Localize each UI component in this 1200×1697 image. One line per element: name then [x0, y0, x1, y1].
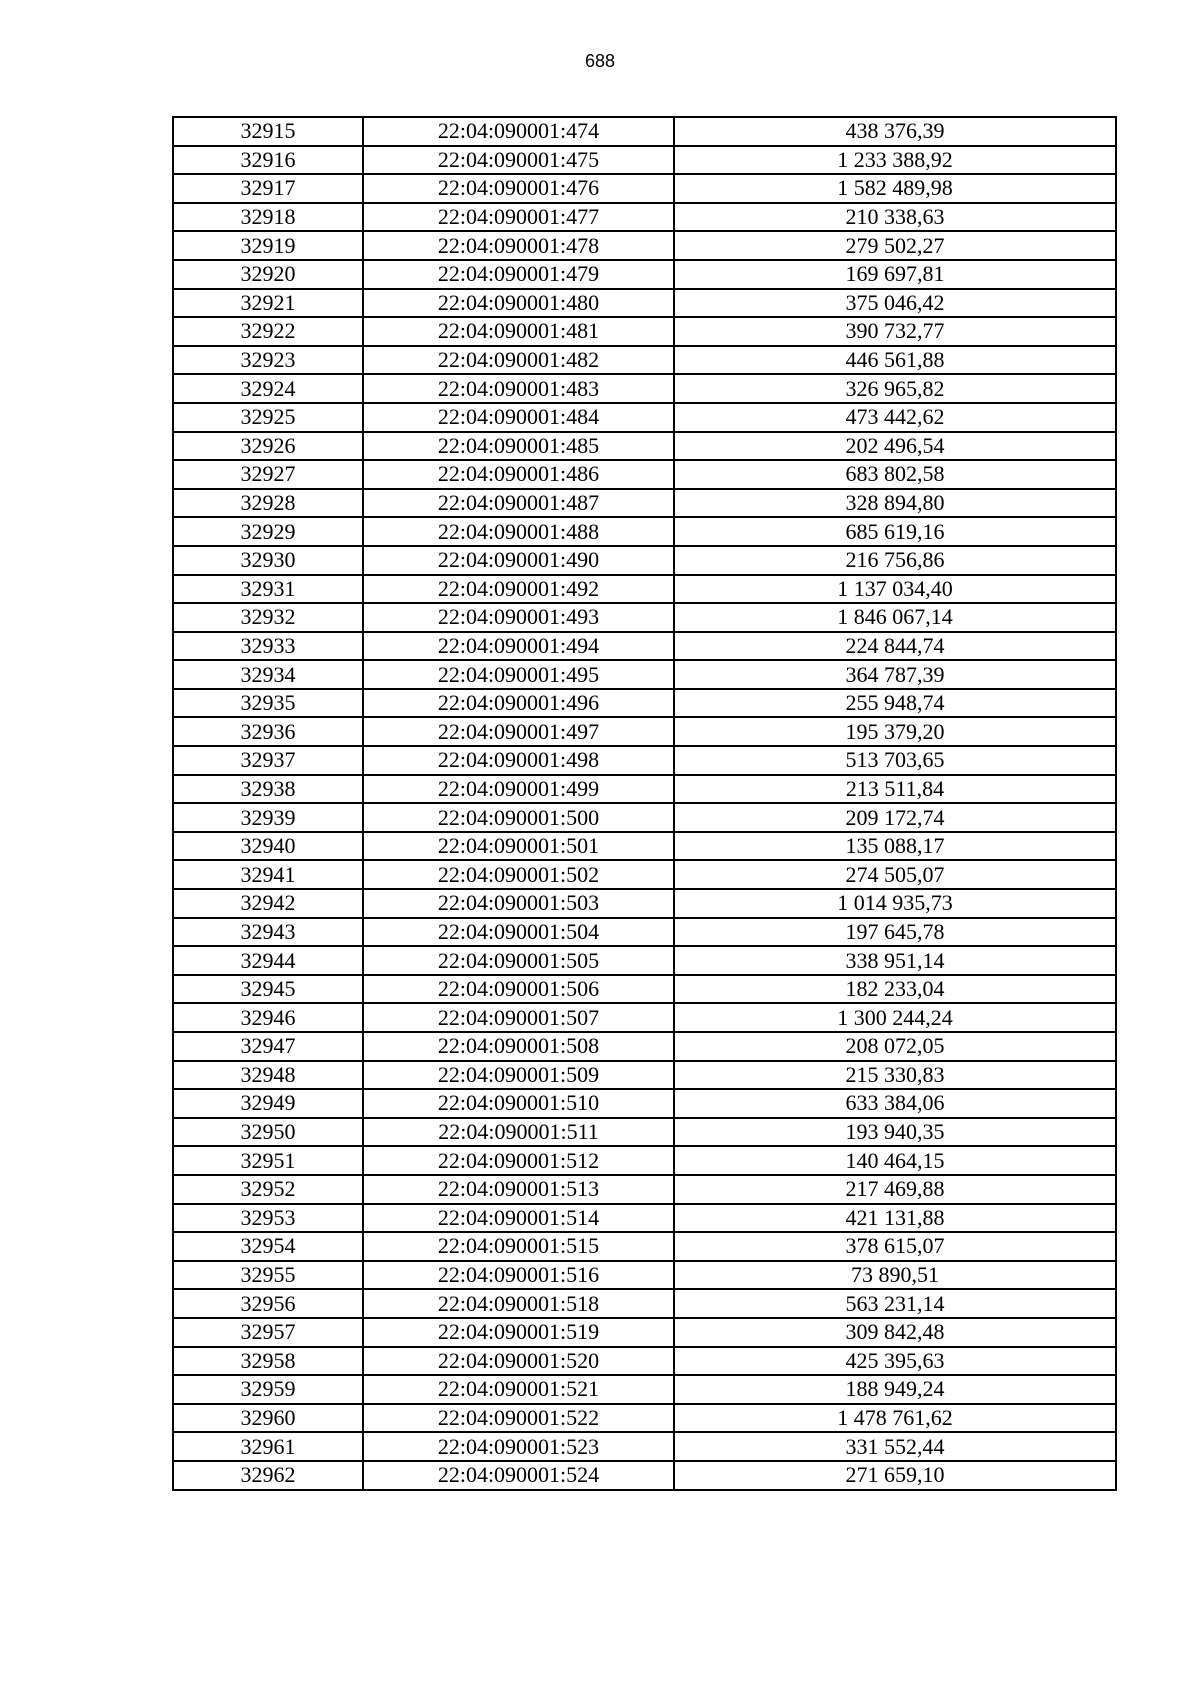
cadastral-number-cell: 22:04:090001:508	[363, 1032, 674, 1061]
table-row	[173, 1347, 1116, 1376]
cadastral-number-cell: 22:04:090001:480	[363, 289, 674, 318]
row-number-cell: 32939	[173, 803, 363, 832]
cadastral-value-cell: 1 014 935,73	[674, 889, 1116, 918]
cadastral-value-cell: 216 756,86	[674, 546, 1116, 575]
cadastral-value-cell: 208 072,05	[674, 1032, 1116, 1061]
cadastral-value-cell: 217 469,88	[674, 1175, 1116, 1204]
row-number-cell: 32922	[173, 317, 363, 346]
row-number-cell: 32945	[173, 975, 363, 1004]
cadastral-number-cell: 22:04:090001:514	[363, 1204, 674, 1233]
row-number-cell: 32947	[173, 1032, 363, 1061]
cadastral-value-cell: 224 844,74	[674, 632, 1116, 661]
cadastral-number-cell: 22:04:090001:486	[363, 460, 674, 489]
row-number-cell: 32948	[173, 1061, 363, 1090]
row-number-cell: 32946	[173, 1003, 363, 1032]
table-row	[173, 203, 1116, 232]
table-row	[173, 575, 1116, 604]
row-number-cell: 32925	[173, 403, 363, 432]
cadastral-value-cell: 73 890,51	[674, 1261, 1116, 1290]
row-number-cell: 32956	[173, 1289, 363, 1318]
cadastral-value-cell: 188 949,24	[674, 1375, 1116, 1404]
cadastral-value-cell: 202 496,54	[674, 432, 1116, 461]
cadastral-number-cell: 22:04:090001:512	[363, 1146, 674, 1175]
row-number-cell: 32932	[173, 603, 363, 632]
cadastral-number-cell: 22:04:090001:481	[363, 317, 674, 346]
cadastral-number-cell: 22:04:090001:500	[363, 803, 674, 832]
row-number-cell: 32916	[173, 146, 363, 175]
cadastral-value-cell: 309 842,48	[674, 1318, 1116, 1347]
cadastral-value-cell: 169 697,81	[674, 260, 1116, 289]
table-row	[173, 432, 1116, 461]
cadastral-number-cell: 22:04:090001:490	[363, 546, 674, 575]
table-row	[173, 231, 1116, 260]
cadastral-number-cell: 22:04:090001:524	[363, 1461, 674, 1490]
cadastral-number-cell: 22:04:090001:499	[363, 775, 674, 804]
row-number-cell: 32917	[173, 174, 363, 203]
cadastral-value-cell: 513 703,65	[674, 746, 1116, 775]
row-number-cell: 32959	[173, 1375, 363, 1404]
table-row	[173, 918, 1116, 947]
cadastral-value-cell: 1 233 388,92	[674, 146, 1116, 175]
row-number-cell: 32962	[173, 1461, 363, 1490]
cadastral-value-cell: 683 802,58	[674, 460, 1116, 489]
table-row	[173, 1204, 1116, 1233]
cadastral-number-cell: 22:04:090001:521	[363, 1375, 674, 1404]
cadastral-value-cell: 421 131,88	[674, 1204, 1116, 1233]
cadastral-value-cell: 213 511,84	[674, 775, 1116, 804]
cadastral-number-cell: 22:04:090001:483	[363, 374, 674, 403]
cadastral-value-table	[172, 116, 1117, 1491]
row-number-cell: 32961	[173, 1432, 363, 1461]
table-row	[173, 1061, 1116, 1090]
table-row	[173, 775, 1116, 804]
row-number-cell: 32943	[173, 918, 363, 947]
cadastral-number-cell: 22:04:090001:511	[363, 1118, 674, 1147]
cadastral-value-cell: 1 300 244,24	[674, 1003, 1116, 1032]
row-number-cell: 32942	[173, 889, 363, 918]
cadastral-value-cell: 685 619,16	[674, 517, 1116, 546]
cadastral-value-cell: 438 376,39	[674, 117, 1116, 146]
cadastral-number-cell: 22:04:090001:479	[363, 260, 674, 289]
table-row	[173, 1432, 1116, 1461]
row-number-cell: 32960	[173, 1404, 363, 1433]
cadastral-number-cell: 22:04:090001:523	[363, 1432, 674, 1461]
cadastral-value-cell: 390 732,77	[674, 317, 1116, 346]
table-row	[173, 689, 1116, 718]
cadastral-number-cell: 22:04:090001:509	[363, 1061, 674, 1090]
row-number-cell: 32951	[173, 1146, 363, 1175]
table-row	[173, 174, 1116, 203]
cadastral-number-cell: 22:04:090001:503	[363, 889, 674, 918]
cadastral-value-cell: 135 088,17	[674, 832, 1116, 861]
row-number-cell: 32936	[173, 717, 363, 746]
cadastral-number-cell: 22:04:090001:487	[363, 489, 674, 518]
table-row	[173, 1146, 1116, 1175]
cadastral-value-cell: 326 965,82	[674, 374, 1116, 403]
cadastral-number-cell: 22:04:090001:493	[363, 603, 674, 632]
cadastral-number-cell: 22:04:090001:515	[363, 1232, 674, 1261]
table-row	[173, 1289, 1116, 1318]
page-number: 688	[584, 51, 616, 71]
cadastral-number-cell: 22:04:090001:518	[363, 1289, 674, 1318]
table-row	[173, 1089, 1116, 1118]
row-number-cell: 32929	[173, 517, 363, 546]
row-number-cell: 32937	[173, 746, 363, 775]
cadastral-value-cell: 255 948,74	[674, 689, 1116, 718]
row-number-cell: 32953	[173, 1204, 363, 1233]
table-row	[173, 1318, 1116, 1347]
cadastral-value-cell: 1 478 761,62	[674, 1404, 1116, 1433]
cadastral-number-cell: 22:04:090001:497	[363, 717, 674, 746]
cadastral-number-cell: 22:04:090001:492	[363, 575, 674, 604]
cadastral-value-cell: 1 137 034,40	[674, 575, 1116, 604]
cadastral-value-cell: 328 894,80	[674, 489, 1116, 518]
row-number-cell: 32930	[173, 546, 363, 575]
cadastral-value-cell: 210 338,63	[674, 203, 1116, 232]
table-row	[173, 289, 1116, 318]
cadastral-number-cell: 22:04:090001:485	[363, 432, 674, 461]
row-number-cell: 32941	[173, 860, 363, 889]
cadastral-number-cell: 22:04:090001:494	[363, 632, 674, 661]
cadastral-value-cell: 193 940,35	[674, 1118, 1116, 1147]
table-row	[173, 117, 1116, 146]
table-row	[173, 489, 1116, 518]
table-row	[173, 517, 1116, 546]
table-row	[173, 1032, 1116, 1061]
row-number-cell: 32931	[173, 575, 363, 604]
cadastral-value-cell: 473 442,62	[674, 403, 1116, 432]
table-row	[173, 717, 1116, 746]
table-row	[173, 603, 1116, 632]
table-row	[173, 803, 1116, 832]
row-number-cell: 32926	[173, 432, 363, 461]
table-row	[173, 1232, 1116, 1261]
table-row	[173, 317, 1116, 346]
cadastral-value-cell: 1 846 067,14	[674, 603, 1116, 632]
row-number-cell: 32944	[173, 946, 363, 975]
cadastral-number-cell: 22:04:090001:510	[363, 1089, 674, 1118]
row-number-cell: 32933	[173, 632, 363, 661]
row-number-cell: 32949	[173, 1089, 363, 1118]
table-row	[173, 460, 1116, 489]
cadastral-number-cell: 22:04:090001:495	[363, 660, 674, 689]
table-row	[173, 746, 1116, 775]
table-row	[173, 403, 1116, 432]
cadastral-value-cell: 425 395,63	[674, 1347, 1116, 1376]
cadastral-number-cell: 22:04:090001:474	[363, 117, 674, 146]
cadastral-value-cell: 633 384,06	[674, 1089, 1116, 1118]
cadastral-number-cell: 22:04:090001:520	[363, 1347, 674, 1376]
table-row	[173, 889, 1116, 918]
cadastral-value-cell: 338 951,14	[674, 946, 1116, 975]
table-row	[173, 975, 1116, 1004]
cadastral-value-cell: 563 231,14	[674, 1289, 1116, 1318]
cadastral-value-cell: 378 615,07	[674, 1232, 1116, 1261]
cadastral-number-cell: 22:04:090001:498	[363, 746, 674, 775]
row-number-cell: 32935	[173, 689, 363, 718]
table-row	[173, 860, 1116, 889]
cadastral-value-cell: 375 046,42	[674, 289, 1116, 318]
cadastral-value-cell: 215 330,83	[674, 1061, 1116, 1090]
cadastral-value-cell: 279 502,27	[674, 231, 1116, 260]
cadastral-number-cell: 22:04:090001:482	[363, 346, 674, 375]
cadastral-value-cell: 364 787,39	[674, 660, 1116, 689]
table-row	[173, 1461, 1116, 1490]
cadastral-value-cell: 140 464,15	[674, 1146, 1116, 1175]
cadastral-value-cell: 274 505,07	[674, 860, 1116, 889]
row-number-cell: 32921	[173, 289, 363, 318]
cadastral-number-cell: 22:04:090001:475	[363, 146, 674, 175]
cadastral-value-cell: 1 582 489,98	[674, 174, 1116, 203]
table-body	[173, 117, 1116, 1490]
row-number-cell: 32958	[173, 1347, 363, 1376]
row-number-cell: 32957	[173, 1318, 363, 1347]
table-row	[173, 374, 1116, 403]
cadastral-value-cell: 209 172,74	[674, 803, 1116, 832]
cadastral-number-cell: 22:04:090001:516	[363, 1261, 674, 1290]
row-number-cell: 32934	[173, 660, 363, 689]
cadastral-number-cell: 22:04:090001:504	[363, 918, 674, 947]
row-number-cell: 32919	[173, 231, 363, 260]
table-row	[173, 1375, 1116, 1404]
cadastral-value-cell: 195 379,20	[674, 717, 1116, 746]
table-row	[173, 660, 1116, 689]
row-number-cell: 32938	[173, 775, 363, 804]
table-row	[173, 1003, 1116, 1032]
cadastral-number-cell: 22:04:090001:496	[363, 689, 674, 718]
table-row	[173, 1175, 1116, 1204]
table-row	[173, 346, 1116, 375]
cadastral-value-cell: 197 645,78	[674, 918, 1116, 947]
row-number-cell: 32952	[173, 1175, 363, 1204]
table-row	[173, 1404, 1116, 1433]
table-row	[173, 146, 1116, 175]
row-number-cell: 32955	[173, 1261, 363, 1290]
cadastral-number-cell: 22:04:090001:507	[363, 1003, 674, 1032]
row-number-cell: 32924	[173, 374, 363, 403]
cadastral-value-cell: 331 552,44	[674, 1432, 1116, 1461]
cadastral-number-cell: 22:04:090001:522	[363, 1404, 674, 1433]
row-number-cell: 32920	[173, 260, 363, 289]
cadastral-number-cell: 22:04:090001:502	[363, 860, 674, 889]
table-row	[173, 260, 1116, 289]
table-row	[173, 1261, 1116, 1290]
row-number-cell: 32928	[173, 489, 363, 518]
cadastral-number-cell: 22:04:090001:484	[363, 403, 674, 432]
cadastral-number-cell: 22:04:090001:506	[363, 975, 674, 1004]
cadastral-number-cell: 22:04:090001:476	[363, 174, 674, 203]
table-row	[173, 946, 1116, 975]
row-number-cell: 32915	[173, 117, 363, 146]
row-number-cell: 32923	[173, 346, 363, 375]
row-number-cell: 32927	[173, 460, 363, 489]
cadastral-number-cell: 22:04:090001:488	[363, 517, 674, 546]
cadastral-number-cell: 22:04:090001:477	[363, 203, 674, 232]
cadastral-number-cell: 22:04:090001:478	[363, 231, 674, 260]
cadastral-value-cell: 271 659,10	[674, 1461, 1116, 1490]
row-number-cell: 32918	[173, 203, 363, 232]
cadastral-number-cell: 22:04:090001:513	[363, 1175, 674, 1204]
cadastral-number-cell: 22:04:090001:519	[363, 1318, 674, 1347]
table-row	[173, 1118, 1116, 1147]
table-row	[173, 832, 1116, 861]
row-number-cell: 32950	[173, 1118, 363, 1147]
row-number-cell: 32954	[173, 1232, 363, 1261]
table-row	[173, 632, 1116, 661]
table-row	[173, 546, 1116, 575]
cadastral-number-cell: 22:04:090001:505	[363, 946, 674, 975]
cadastral-value-cell: 446 561,88	[674, 346, 1116, 375]
row-number-cell: 32940	[173, 832, 363, 861]
cadastral-number-cell: 22:04:090001:501	[363, 832, 674, 861]
cadastral-value-cell: 182 233,04	[674, 975, 1116, 1004]
